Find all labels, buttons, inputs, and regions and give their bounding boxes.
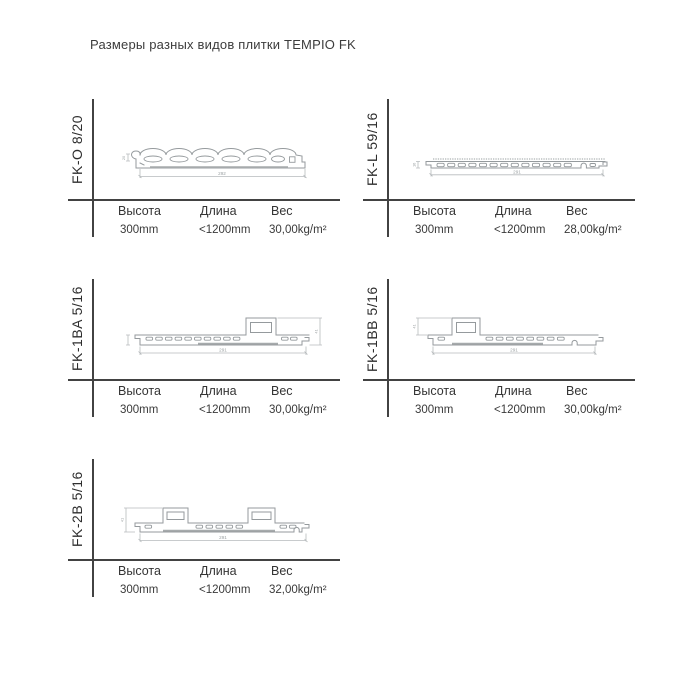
value-height: 300mm <box>415 224 454 236</box>
panel-horizontal-rule <box>68 379 340 381</box>
value-weight: 30,00kg/m² <box>269 224 327 236</box>
value-length: <1200mm <box>494 224 546 236</box>
panel-label: FK-2B 5/16 <box>69 471 85 547</box>
side-dimension: 41 <box>411 324 417 329</box>
profile-drawing-fk-1bb <box>408 303 623 365</box>
panel-fk-l-59-16 <box>355 95 647 257</box>
side-dimension: 16 <box>411 162 417 167</box>
profile-drawing-fk-o <box>118 143 318 183</box>
profile-drawing-fk-1ba <box>116 303 331 365</box>
value-length: <1200mm <box>199 404 251 416</box>
width-dimension: 291 <box>510 347 518 353</box>
col-header-height: Высота <box>118 204 161 218</box>
profile-drawing-fk-2b <box>116 488 331 550</box>
panel-fk-1bb-5-16 <box>355 275 647 437</box>
width-dimension: 291 <box>219 347 227 353</box>
panel-fk-1ba-5-16 <box>60 275 352 437</box>
col-header-height: Высота <box>413 204 456 218</box>
width-dimension: 292 <box>218 171 226 177</box>
side-dimension: 41 <box>119 517 125 523</box>
side-dimension: 20 <box>121 155 126 161</box>
value-height: 300mm <box>120 584 159 596</box>
panel-label: FK-O 8/20 <box>69 114 85 184</box>
value-weight: 32,00kg/m² <box>269 584 327 596</box>
panel-horizontal-rule <box>68 199 340 201</box>
panel-label: FK-1BA 5/16 <box>69 286 85 372</box>
col-header-length: Длина <box>495 384 532 398</box>
panel-vertical-rule <box>387 99 389 237</box>
value-height: 300mm <box>415 404 454 416</box>
panel-horizontal-rule <box>68 559 340 561</box>
page-title: Размеры разных видов плитки TEMPIO FK <box>90 37 356 52</box>
value-weight: 28,00kg/m² <box>564 224 622 236</box>
side-dimension: 41 <box>313 329 319 334</box>
col-header-height: Высота <box>118 384 161 398</box>
col-header-length: Длина <box>200 384 237 398</box>
value-weight: 30,00kg/m² <box>564 404 622 416</box>
panel-label: FK-1BB 5/16 <box>364 286 380 372</box>
col-header-weight: Вес <box>566 204 588 218</box>
col-header-weight: Вес <box>271 204 293 218</box>
col-header-weight: Вес <box>271 564 293 578</box>
value-weight: 30,00kg/m² <box>269 404 327 416</box>
col-header-length: Длина <box>200 204 237 218</box>
panel-fk-o-8-20 <box>60 95 352 257</box>
width-dimension: 291 <box>513 169 521 175</box>
value-length: <1200mm <box>199 224 251 236</box>
value-length: <1200mm <box>199 584 251 596</box>
col-header-length: Длина <box>200 564 237 578</box>
profile-drawing-fk-l <box>411 145 621 180</box>
col-header-weight: Вес <box>566 384 588 398</box>
panel-vertical-rule <box>92 459 94 597</box>
panel-horizontal-rule <box>363 379 635 381</box>
value-height: 300mm <box>120 224 159 236</box>
panel-vertical-rule <box>92 279 94 417</box>
panel-fk-2b-5-16 <box>60 455 352 617</box>
col-header-weight: Вес <box>271 384 293 398</box>
col-header-height: Высота <box>413 384 456 398</box>
panel-horizontal-rule <box>363 199 635 201</box>
col-header-height: Высота <box>118 564 161 578</box>
value-length: <1200mm <box>494 404 546 416</box>
col-header-length: Длина <box>495 204 532 218</box>
value-height: 300mm <box>120 404 159 416</box>
width-dimension: 291 <box>219 535 227 541</box>
panel-label: FK-L 59/16 <box>364 112 380 186</box>
panel-vertical-rule <box>92 99 94 237</box>
panel-vertical-rule <box>387 279 389 417</box>
